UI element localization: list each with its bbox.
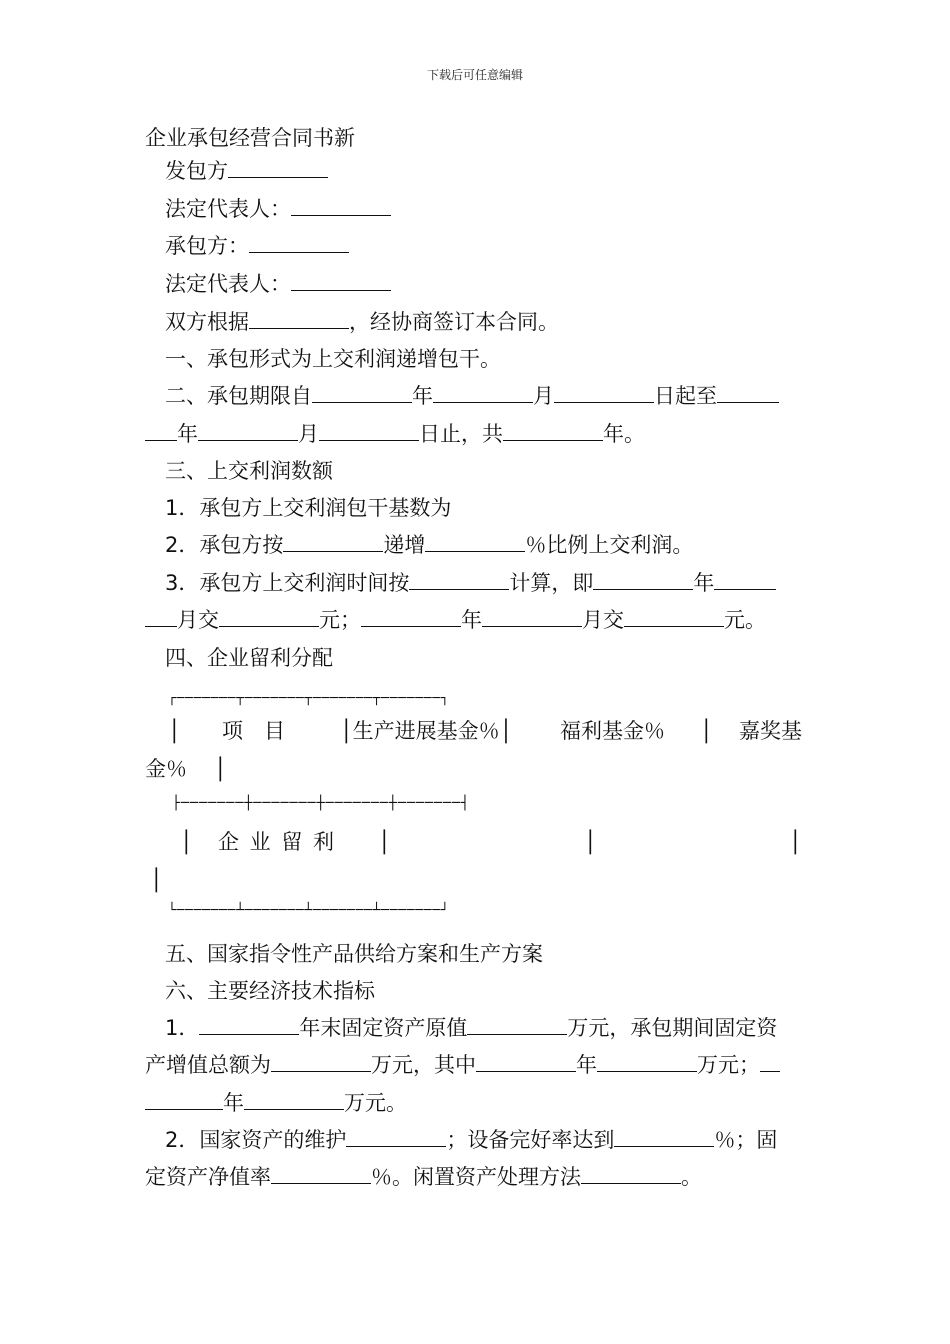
section-4: 四、企业留利分配: [165, 646, 333, 670]
blank-field[interactable]: [319, 420, 419, 441]
table-header-production-fund: │生产进展基金％│: [340, 719, 513, 743]
blank-field[interactable]: [614, 1126, 714, 1147]
section-6: 六、主要经济技术指标: [165, 979, 375, 1003]
table-row-divider-4: │: [789, 830, 802, 854]
line-contractor: 承包方：: [165, 232, 349, 260]
section-5: 五、国家指令性产品供给方案和生产方案: [165, 942, 543, 966]
table-header-bonus-fund: 嘉奖基: [739, 719, 802, 743]
table-header-wrap: 金％: [145, 757, 187, 781]
item-6-1-line-3: 年 万元。: [145, 1089, 407, 1117]
blank-field[interactable]: [283, 531, 383, 552]
blank-field[interactable]: [198, 420, 298, 441]
blank-field[interactable]: [271, 1163, 371, 1184]
item-6-2-line-1: 2．国家资产的维护 ；设备完好率达到 ％；固: [165, 1128, 778, 1152]
blank-field[interactable]: [312, 382, 412, 403]
blank-field[interactable]: [271, 1051, 371, 1072]
table-middle-border: ├───────┼───────┼───────┼───────┤: [172, 795, 470, 811]
blank-field[interactable]: [760, 1051, 780, 1072]
section-3: 三、上交利润数额: [165, 459, 333, 483]
blank-field[interactable]: [433, 382, 533, 403]
line-employer: 发包方: [165, 157, 328, 185]
item-6-2-line-2: 定资产净值率 ％。闲置资产处理方法 。: [145, 1165, 702, 1189]
blank-field[interactable]: [409, 569, 509, 590]
table-row-label: 企 业 留 利: [218, 830, 337, 854]
table-header-row: │: [168, 719, 181, 743]
table-row-divider-3: │: [584, 830, 597, 854]
blank-field[interactable]: [593, 569, 693, 590]
blank-field[interactable]: [467, 1014, 567, 1035]
section-2-line-2: 年 月 日止，共 年。: [145, 420, 645, 448]
blank-field[interactable]: [624, 606, 724, 627]
document-title: 企业承包经营合同书新: [145, 126, 355, 150]
blank-field[interactable]: [145, 420, 177, 441]
blank-field[interactable]: [219, 606, 319, 627]
blank-field[interactable]: [581, 1163, 681, 1184]
section-2-line-1: 二、承包期限自 年 月 日起至: [165, 382, 779, 410]
item-3-2: 2．承包方按 递增 ％比例上交利润。: [165, 533, 694, 557]
blank-field[interactable]: [199, 1014, 299, 1035]
blank-field[interactable]: [145, 606, 177, 627]
table-row-divider-1: │: [180, 830, 193, 854]
table-row-divider-2: │: [378, 830, 391, 854]
table-header-item: 项 目: [222, 719, 285, 743]
blank-field[interactable]: [476, 1051, 576, 1072]
item-6-1-line-1: 1． 年末固定资产原值 万元，承包期间固定资: [165, 1016, 778, 1040]
blank-field[interactable]: [361, 606, 461, 627]
table-row-wrap-divider: │: [150, 868, 163, 892]
blank-field[interactable]: [249, 232, 349, 253]
table-bottom-border: └───────┴───────┴───────┴───────┘: [168, 903, 450, 918]
item-3-1: 1．承包方上交利润包干基数为: [165, 496, 452, 520]
blank-field[interactable]: [291, 195, 391, 216]
blank-field[interactable]: [244, 1089, 344, 1110]
page-header-note: 下载后可任意编辑: [426, 68, 523, 82]
blank-field[interactable]: [425, 531, 525, 552]
section-1: 一、承包形式为上交利润递增包干。: [165, 347, 501, 371]
blank-field[interactable]: [249, 308, 349, 329]
item-6-1-line-2: 产增值总额为 万元，其中 年 万元；: [145, 1051, 780, 1079]
table-header-divider: │: [700, 719, 713, 743]
blank-field[interactable]: [228, 157, 328, 178]
blank-field[interactable]: [714, 569, 776, 590]
line-basis: 双方根据 ，经协商签订本合同。: [165, 310, 559, 334]
blank-field[interactable]: [145, 1089, 223, 1110]
line-employer-rep: 法定代表人：: [165, 195, 391, 223]
blank-field[interactable]: [503, 420, 603, 441]
table-header-wrap-divider: │: [214, 757, 227, 781]
blank-field[interactable]: [717, 382, 779, 403]
table-header-welfare-fund: 福利基金％: [560, 719, 665, 743]
item-3-3-line-1: 3．承包方上交利润时间按 计算，即 年: [165, 569, 776, 597]
table-top-border: ┌───────┬───────┬───────┬───────┐: [168, 691, 450, 706]
line-contractor-rep: 法定代表人：: [165, 270, 391, 298]
blank-field[interactable]: [554, 382, 654, 403]
blank-field[interactable]: [482, 606, 582, 627]
blank-field[interactable]: [346, 1126, 446, 1147]
blank-field[interactable]: [597, 1051, 697, 1072]
item-3-3-line-2: 月交 元； 年 月交 元。: [145, 606, 766, 634]
blank-field[interactable]: [291, 270, 391, 291]
